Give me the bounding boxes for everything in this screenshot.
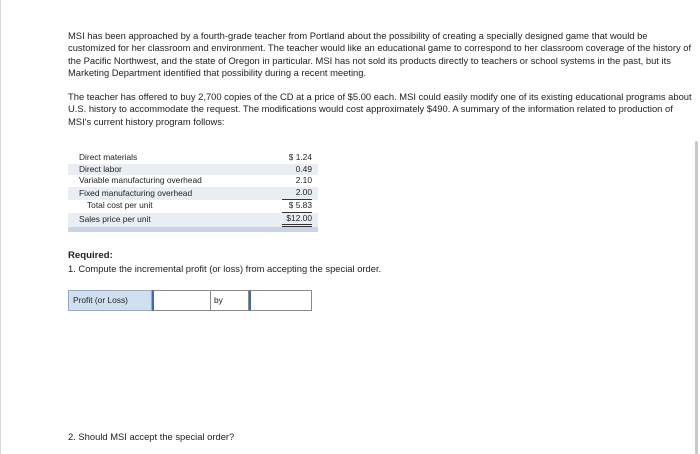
- intro-paragraph-2: The teacher has offered to buy 2,700 copies of the CD at a price of $5.00 each. MSI could easily modify one of its existing educational programs about U.S. history to accommodate the request. The modifications would cost approximately $490. A summary of the information related to production of MSI's current history program follows:: [68, 91, 692, 127]
- row-value: $ 1.24: [288, 152, 312, 162]
- scrollbar[interactable]: [695, 141, 698, 454]
- profit-answer-row: [68, 290, 312, 311]
- table-row: [68, 187, 318, 200]
- by-label: by: [211, 290, 249, 311]
- row-label: Sales price per unit: [68, 213, 272, 228]
- question-2: 2. Should MSI accept the special order?: [68, 431, 235, 442]
- row-label: Fixed manufacturing overhead: [68, 187, 272, 200]
- row-label: Total cost per unit: [68, 200, 272, 213]
- left-border: [0, 0, 1, 454]
- row-value: 2.00: [282, 187, 312, 200]
- row-label: Direct materials: [68, 152, 272, 164]
- table-row: [68, 164, 318, 176]
- row-value: $12.00: [282, 213, 312, 228]
- row-value: 0.49: [295, 163, 312, 174]
- profit-loss-select-input[interactable]: [152, 290, 211, 311]
- profit-amount-input[interactable]: [249, 290, 312, 311]
- table-row: [68, 152, 318, 164]
- row-value: $ 5.83: [282, 200, 312, 213]
- table-row: [68, 175, 318, 187]
- row-label: Direct labor: [68, 164, 272, 176]
- question-1: 1. Compute the incremental profit (or loss) from accepting the special order.: [68, 263, 382, 274]
- profit-loss-label: Profit (or Loss): [68, 290, 152, 311]
- row-label: Variable manufacturing overhead: [68, 175, 272, 187]
- required-heading: Required:: [68, 250, 113, 261]
- table-row: [68, 213, 318, 228]
- table-row: [68, 200, 318, 213]
- row-value: 2.10: [295, 175, 312, 186]
- intro-paragraph-1: MSI has been approached by a fourth-grade teacher from Portland about the possibility of creating a specially designed game that would be customized for her classroom and environment. The teacher would like an educational game to correspond to her classroom coverage of the history of the Pacific Northwest, and the state of Oregon in particular. MSI has not sold its products directly to teachers or school systems in the past, but its Marketing Department identified that possibility during a recent meeting.: [68, 30, 692, 79]
- cost-summary-table: [68, 146, 318, 232]
